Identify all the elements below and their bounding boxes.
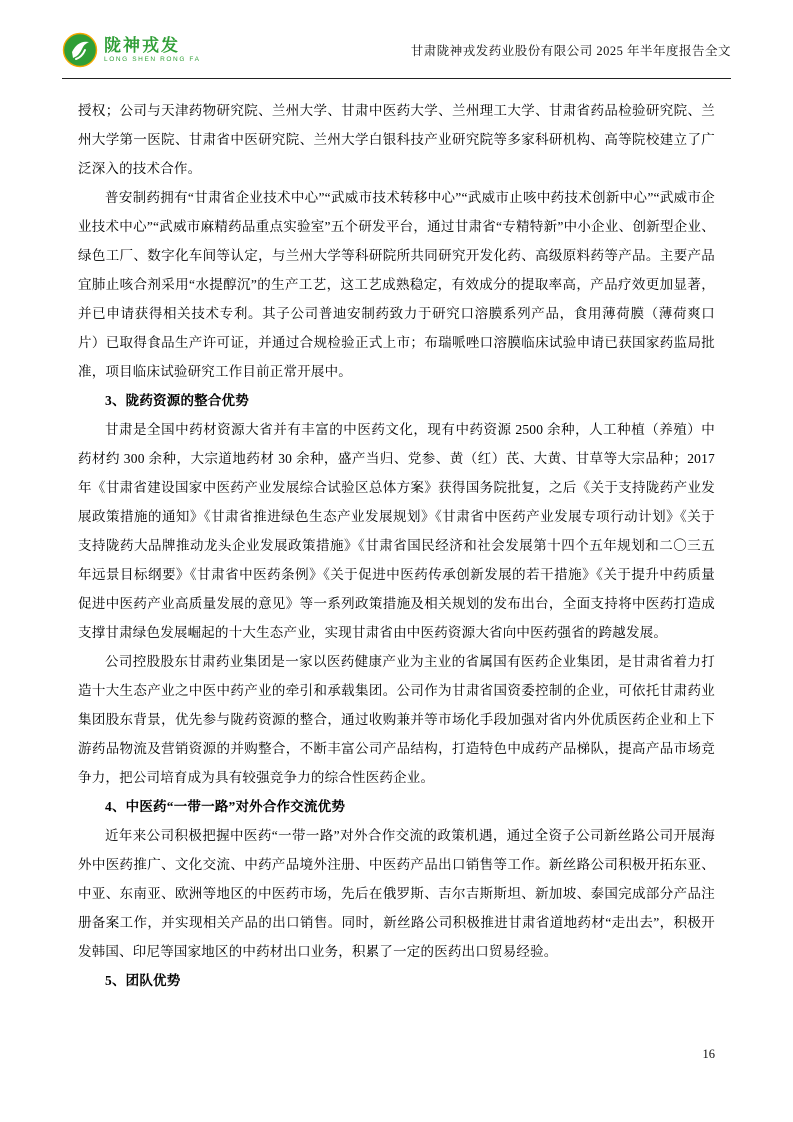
company-logo-text: [104, 37, 201, 64]
brand-name-cn: 陇神戎发: [104, 35, 180, 55]
heading-4-belt-and-road: 4、中医药“一带一路”对外合作交流优势: [105, 799, 346, 814]
paragraph-gansu-tcm-resources: 甘肃是全国中药材资源大省并有丰富的中医药文化，现有中药资源 2500 余种，人工种植（养殖）中药材约 300 余种，大宗道地药材 30 余种，盛产当归、党参、黄（红）芪、大黄、甘草等大宗品种；2017 年《甘肃省建设国家中医药产业发展综合试验区总体方案》获得国务院批复，之后《关于支持陇药产业发展政策措施的通知》《甘肃省推进绿色生态产业发展规划》《甘肃省中医药产业发展专项行动计划》《关于支持陇药大品牌推动龙头企业发展政策措施》《甘肃省国民经济和社会发展第十四个五年规划和二〇三五年远景目标纲要》《甘肃省中医药条例》《关于促进中医药传承创新发展的若干措施》《关于提升中药质量促进中医药产业高质量发展的意见》等一系列政策措施及相关规划的发布出台，全面支持将中医药打造成支撑甘肃绿色发展崛起的十大生态产业，实现甘肃省由中医药资源大省向中医药强省的跨越发展。: [78, 422, 715, 640]
heading-3-longyao-resources: 3、陇药资源的整合优势: [105, 393, 249, 408]
heading-5-team-advantage: 5、团队优势: [105, 973, 181, 988]
report-body: [0, 79, 793, 995]
brand-name-en: LONG SHEN RONG FA: [104, 55, 201, 63]
page-number: 16: [702, 1047, 715, 1061]
report-header-title: 甘肃陇神戎发药业股份有限公司 2025 年半年度报告全文: [410, 44, 731, 58]
paragraph-belt-and-road: 近年来公司积极把握中医药“一带一路”对外合作交流的政策机遇，通过全资子公司新丝路公司开展海外中医药推广、文化交流、中药产品境外注册、中医药产品出口销售等工作。新丝路公司积极开拓东亚、中亚、东南亚、欧洲等地区的中医药市场，先后在俄罗斯、吉尔吉斯斯坦、新加坡、泰国完成部分产品注册备案工作，并实现相关产品的出口销售。同时，新丝路公司积极推进甘肃省道地药材“走出去”，积极开发韩国、印尼等国家地区的中药材出口业务，积累了一定的医药出口贸易经验。: [78, 828, 715, 959]
page-header: [0, 0, 793, 78]
company-logo: [62, 32, 201, 68]
company-logo-icon: [62, 32, 98, 68]
paragraph-continuation: 授权；公司与天津药物研究院、兰州大学、甘肃中医药大学、兰州理工大学、甘肃省药品检验研究院、兰州大学第一医院、甘肃省中医研究院、兰州大学白银科技产业研究院等多家科研机构、高等院校建立了广泛深入的技术合作。: [78, 103, 715, 176]
paragraph-controlling-shareholder: 公司控股股东甘肃药业集团是一家以医药健康产业为主业的省属国有医药企业集团，是甘肃省着力打造十大生态产业之中医中药产业的牵引和承载集团。公司作为甘肃省国资委控制的企业，可依托甘肃药业集团股东背景，优先参与陇药资源的整合，通过收购兼并等市场化手段加强对省内外优质医药企业和上下游药品物流及营销资源的并购整合，不断丰富公司产品结构，打造特色中成药产品梯队，提高产品市场竞争力，把公司培育成为具有较强竞争力的综合性医药企业。: [78, 654, 715, 785]
paragraph-puan-pharma: 普安制药拥有“甘肃省企业技术中心”“武威市技术转移中心”“武威市止咳中药技术创新中心”“武威市企业技术中心”“武威市麻精药品重点实验室”五个研发平台，通过甘肃省“专精特新”中小企业、创新型企业、绿色工厂、数字化车间等认定，与兰州大学等科研院所共同研究开发化药、高级原料药等产品。主要产品宜肺止咳合剂采用“水提醇沉”的生产工艺，这工艺成熟稳定，有效成分的提取率高，产品疗效更加显著，并已申请获得相关技术专利。其子公司普迪安制药致力于研究口溶膜系列产品，食用薄荷膜（薄荷爽口片）已取得食品生产许可证，并通过合规检验正式上市；布瑞哌唑口溶膜临床试验申请已获国家药监局批准，项目临床试验研究工作目前正常开展中。: [78, 190, 715, 379]
